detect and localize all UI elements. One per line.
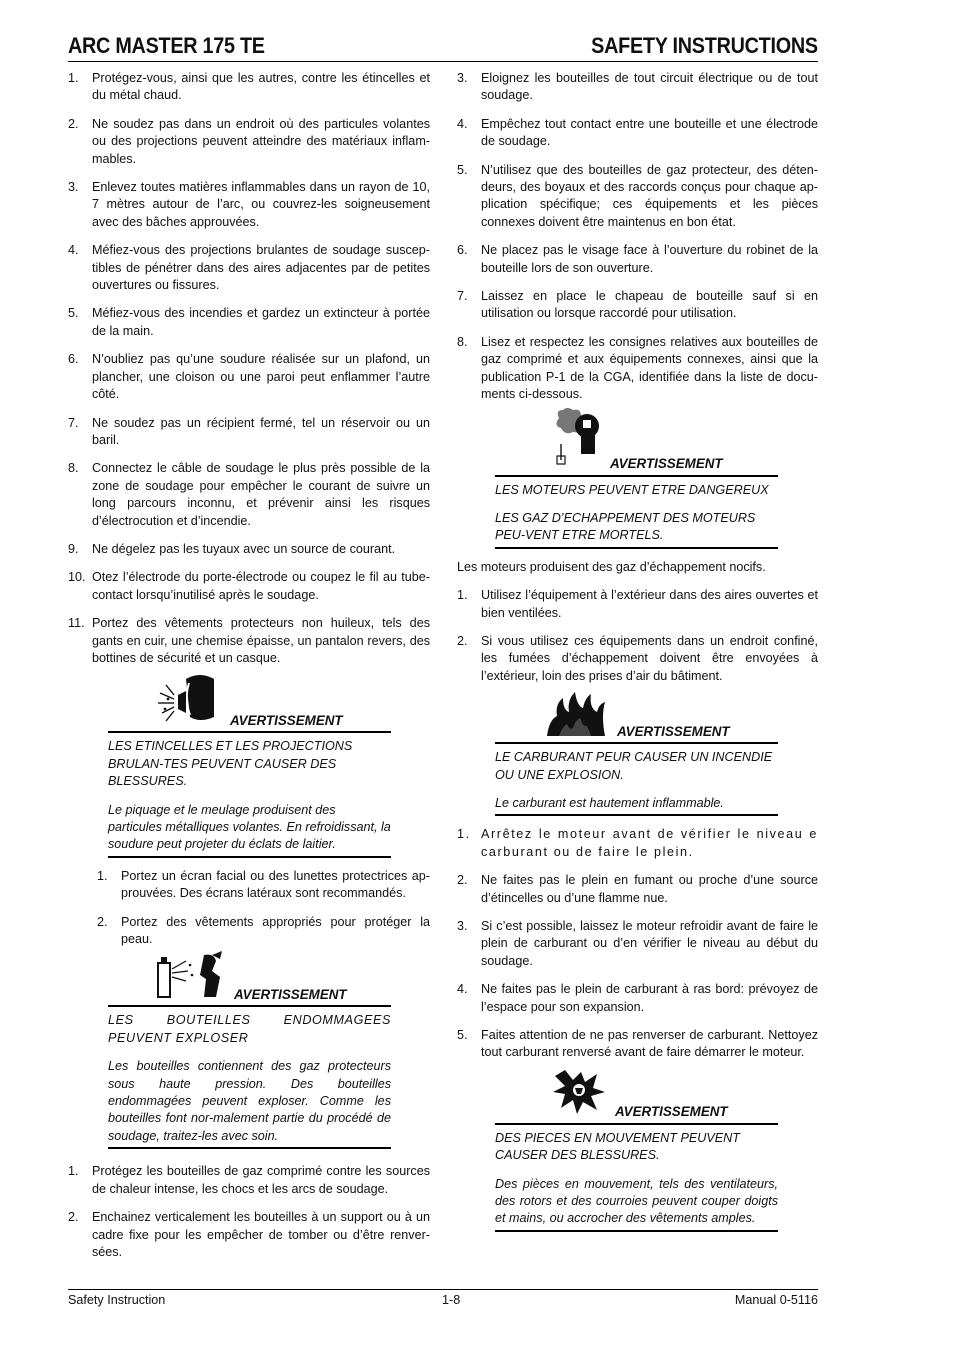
page-number: 1-8 (442, 1293, 461, 1307)
welding-sparks-icon (156, 673, 220, 730)
warning-title: AVERTISSEMENT (610, 456, 723, 472)
moving-parts-icon (551, 1066, 607, 1121)
warning-heading: LES ETINCELLES ET LES PROJECTIONS BRULAN-TES PEUVENT CAUSER DES BLESSURES. (108, 739, 353, 789)
list-item: 4. Méfiez-vous des projections brulantes de soudage suscep-tibles de pénétrer dans des aires adjacentes par de petites ouvertures ou fissures. (68, 243, 430, 293)
list-item: 2. Enchainez verticalement les bouteilles à un support ou à un cadre fixe pour les empêcher de tomber ou d’être renver-sées. (68, 1210, 430, 1259)
warning-heading: DES PIECES EN MOUVEMENT PEUVENT CAUSER DES BLESSURES. (495, 1130, 740, 1163)
warning-text: LES GAZ D’ECHAPPEMENT DES MOTEURS PEU-VENT ETRE MORTELS. (495, 510, 756, 543)
warning-heading: LES BOUTEILLES ENDOMMAGEES PEUVENT EXPLOSER (108, 1013, 391, 1045)
list-item: 1. Utilisez l’équipement à l’extérieur dans des aires ouvertes et bien ventilées. (457, 588, 818, 620)
list-item: 4. Empêchez tout contact entre une bouteille et une électrode de soudage. (457, 116, 818, 149)
page-header (68, 32, 818, 62)
left-column (68, 70, 430, 1272)
warning-box-cylinder (108, 959, 391, 1149)
page-footer (68, 1289, 818, 1307)
list-item: 9. Ne dégelez pas les tuyaux avec un source de courant. (68, 541, 396, 556)
section-title: SAFETY INSTRUCTIONS (591, 33, 818, 58)
warning-box-moving-parts (495, 1073, 778, 1232)
list-item: 1. Arrêtez le moteur avant de vérifier le niveau e carburant ou de faire le plein. (457, 827, 818, 859)
product-title: ARC MASTER 175 TE (68, 33, 265, 58)
list-item: 2. Ne soudez pas dans un endroit où des particules volantes ou des projections peuvent atteindre des matériaux inflam-mables. (68, 116, 430, 166)
list-item: 8. Connectez le câble de soudage le plus près possible de la zone de soudage pour empêcher le courant de suivre un long parcours inconnu, et prévenir ainsi les risques d’électrocution et d’incendie. (68, 461, 430, 528)
warning-text: Le piquage et le meulage produisent des particules métalliques volantes. En refroidissant, la soudure peut projeter du éclats de laitier. (108, 802, 391, 852)
list-item: 1. Protégez les bouteilles de gaz comprimé contre les sources de chaleur intense, les chocs et les arcs de soudage. (68, 1164, 430, 1196)
list-item: 2. Ne faites pas le plein en fumant ou proche d’une source d’étincelles ou d’une flamme nue. (457, 873, 818, 905)
right-column (457, 70, 818, 1242)
footer-section: Safety Instruction (68, 1293, 166, 1307)
list-item: 2. Si vous utilisez ces équipements dans un endroit confiné, les fumées d’échappement doivent être envoyées à l’extérieur, loin des prises d’air du bâtiment. (457, 633, 818, 683)
warning-title: AVERTISSEMENT (230, 712, 343, 728)
list-item: 10. Otez l’électrode du porte-électrode ou coupez le fil au tube-contact lorsqu’inutilisé après le soudage. (68, 570, 430, 602)
list-item: 2. Portez des vêtements appropriés pour protéger la peau. (97, 914, 430, 947)
warning-box-sparks (108, 678, 391, 857)
list-item: 3. Enlevez toutes matières inflammables dans un rayon de 10, 7 mètres autour de l’arc, ou couvrez-les soigneusement avec des bâches approuvées. (68, 180, 430, 229)
list-item: 5. Méfiez-vous des incendies et gardez un extincteur à portée de la main. (68, 306, 430, 338)
warning-text: Les bouteilles contiennent des gaz protecteurs sous haute pression. Des bouteilles endommagées peuvent exploser. Comme les bouteilles font nor-malement partie du procédé de soudage, traitez-les avec soin. (108, 1059, 391, 1143)
warning-text: Le carburant est hautement inflammable. (495, 795, 724, 810)
manual-number: Manual 0-5116 (734, 1293, 818, 1307)
list-item: 11. Portez des vêtements protecteurs non huileux, tels des gants en cuir, une chemise épaisse, un pantalon revers, des bottines de sécurité et un casque. (68, 616, 430, 665)
list-item: 5. N’utilisez que des bouteilles de gaz protecteur, des déten-deurs, des boyaux et des raccords conçus pour chaque ap-plication spécifique; ces équipements et les pièces connexes doivent être maintenus en bon état. (457, 162, 818, 229)
list-item: 3. Eloignez les bouteilles de tout circuit électrique ou de tout soudage. (457, 71, 818, 103)
warning-heading: LE CARBURANT PEUR CAUSER UN INCENDIE OU UNE EXPLOSION. (495, 750, 773, 782)
list-item: 7. Laissez en place le chapeau de bouteille sauf si en utilisation ou lorsque raccordé pour utilisation. (457, 289, 818, 321)
warning-box-fuel (495, 696, 778, 816)
list-item: 6. N’oubliez pas qu’une soudure réalisée sur un plafond, un plancher, une cloison ou une paroi peut enflammer l’autre côté. (68, 352, 430, 402)
cylinder-explosion-icon (152, 951, 224, 1004)
list-item: 4. Ne faites pas le plein de carburant à ras bord: prévoyez de l’espace pour son expansion. (457, 982, 818, 1014)
list-item: 1. Portez un écran facial ou des lunettes protectrices ap-prouvées. Des écrans latéraux sont recommandés. (97, 868, 430, 901)
warning-box-engine (495, 415, 778, 549)
warning-title: AVERTISSEMENT (234, 987, 347, 1003)
paragraph: Les moteurs produisent des gaz d’échappement nocifs. (457, 559, 766, 574)
engine-exhaust-icon (551, 408, 605, 473)
warning-text: Des pièces en mouvement, tels des ventilateurs, des rotors et des courroies peuvent couper doigts et mains, ou accrocher des vêtements amples. (495, 1176, 778, 1226)
list-item: 7. Ne soudez pas un récipient fermé, tel un réservoir ou un baril. (68, 415, 430, 447)
warning-title: AVERTISSEMENT (615, 1104, 728, 1120)
list-item: 5. Faites attention de ne pas renverser de carburant. Nettoyez tout carburant renversé avant de faire démarrer le moteur. (457, 1028, 818, 1060)
list-item: 1. Protégez-vous, ainsi que les autres, contre les étincelles et du métal chaud. (68, 71, 430, 103)
list-item: 6. Ne placez pas le visage face à l’ouverture du robinet de la bouteille lors de son ouverture. (457, 243, 818, 275)
flame-icon (545, 690, 607, 741)
list-item: 8. Lisez et respectez les consignes relatives aux bouteilles de gaz comprimé et aux équipements connexes, ainsi que la publication P-1 de la CGA, identifiée dans la liste de docu-ments ci-dessous. (457, 334, 818, 402)
list-item: 3. Si c’est possible, laissez le moteur refroidir avant de faire le plein de carburant ou d’en vérifier le niveau au début du soudage. (457, 919, 818, 968)
warning-heading: LES MOTEURS PEUVENT ETRE DANGEREUX (495, 482, 769, 497)
warning-title: AVERTISSEMENT (617, 723, 730, 739)
